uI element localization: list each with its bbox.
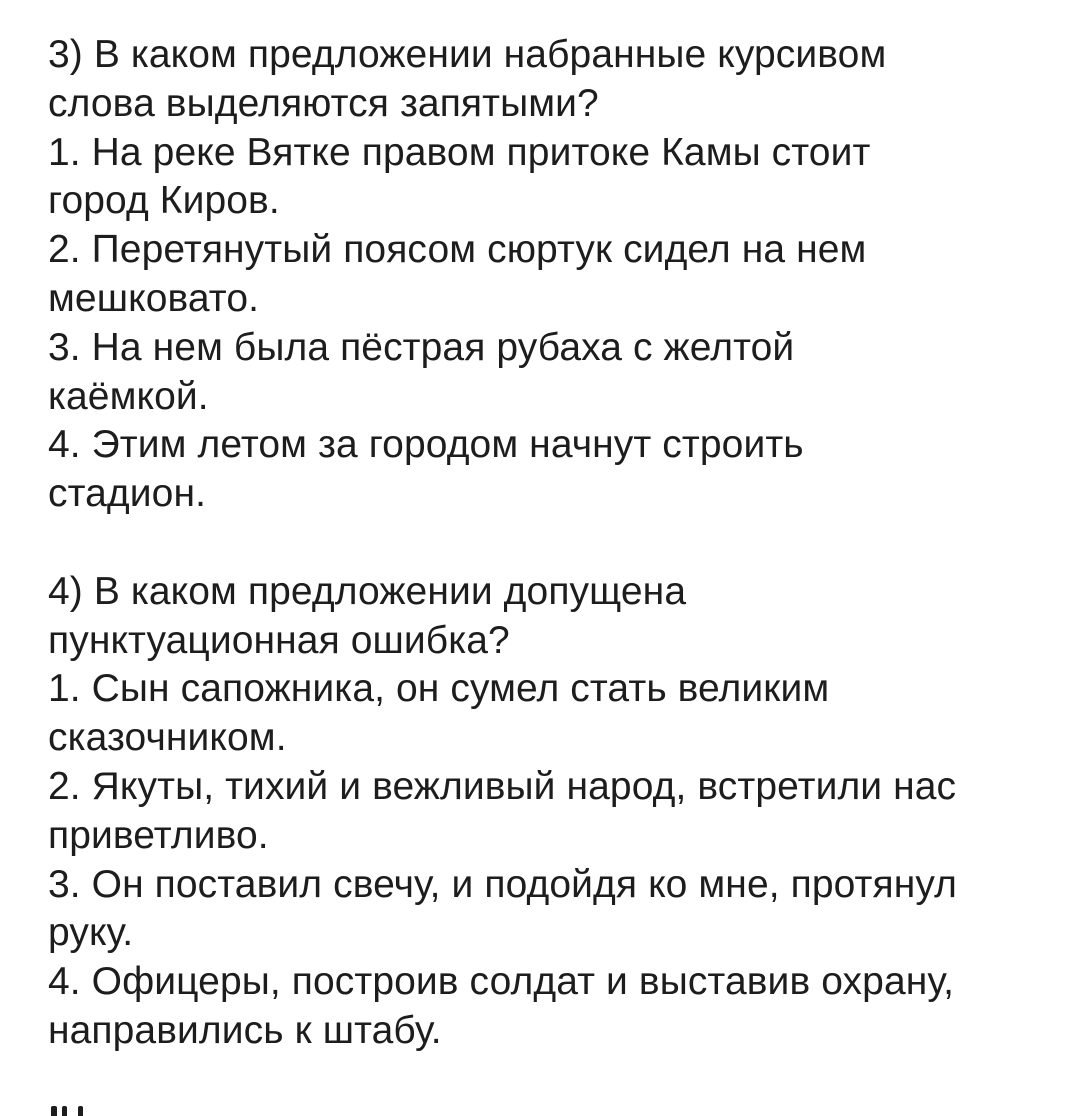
question-3-option-1-line-1: 1. На реке Вятке правом притоке Камы стоит xyxy=(48,130,871,174)
question-3-option-3-line-2: каёмкой. xyxy=(48,374,209,418)
question-3-prompt-line-1: 3) В каком предложении набранные курсивом xyxy=(48,33,887,76)
question-4 xyxy=(48,568,1058,1056)
question-3-prompt-line-2: слова выделяются запятыми? xyxy=(48,81,599,125)
question-4-option-4-line-1: 4. Офицеры, построив солдат и выставив охрану, xyxy=(48,960,954,1004)
question-3-option-3-line-1: 3. На нем была пёстрая рубаха с желтой xyxy=(48,325,795,369)
question-4-option-3-line-2: руку. xyxy=(48,911,134,955)
question-4-option-2-line-2: приветливо. xyxy=(48,813,269,857)
question-3 xyxy=(48,31,1058,519)
question-4-option-2-line-1: 2. Якуты, тихий и вежливый народ, встретили нас xyxy=(48,764,957,808)
question-4-option-3-line-1: 3. Он поставил свечу, и подойдя ко мне, протянул xyxy=(48,862,957,906)
cropped-next-line xyxy=(48,1106,108,1116)
document-page xyxy=(48,31,1058,1056)
question-3-option-1-line-2: город Киров. xyxy=(48,179,280,223)
question-4-option-1-line-2: сказочником. xyxy=(48,716,287,760)
question-3-option-2-line-1: 2. Перетянутый поясом сюртук сидел на нем xyxy=(48,228,867,272)
question-4-option-1-line-1: 1. Сын сапожника, он сумел стать великим xyxy=(48,667,830,711)
question-3-option-4-line-2: стадион. xyxy=(48,472,207,516)
question-3-option-2-line-2: мешковато. xyxy=(48,276,260,320)
question-4-option-4-line-2: направились к штабу. xyxy=(48,1008,442,1052)
question-4-prompt-line-2: пунктуационная ошибка? xyxy=(48,618,510,662)
question-3-option-4-line-1: 4. Этим летом за городом начнут строить xyxy=(48,423,804,467)
question-4-prompt-line-1: 4) В каком предложении допущена xyxy=(48,569,687,613)
